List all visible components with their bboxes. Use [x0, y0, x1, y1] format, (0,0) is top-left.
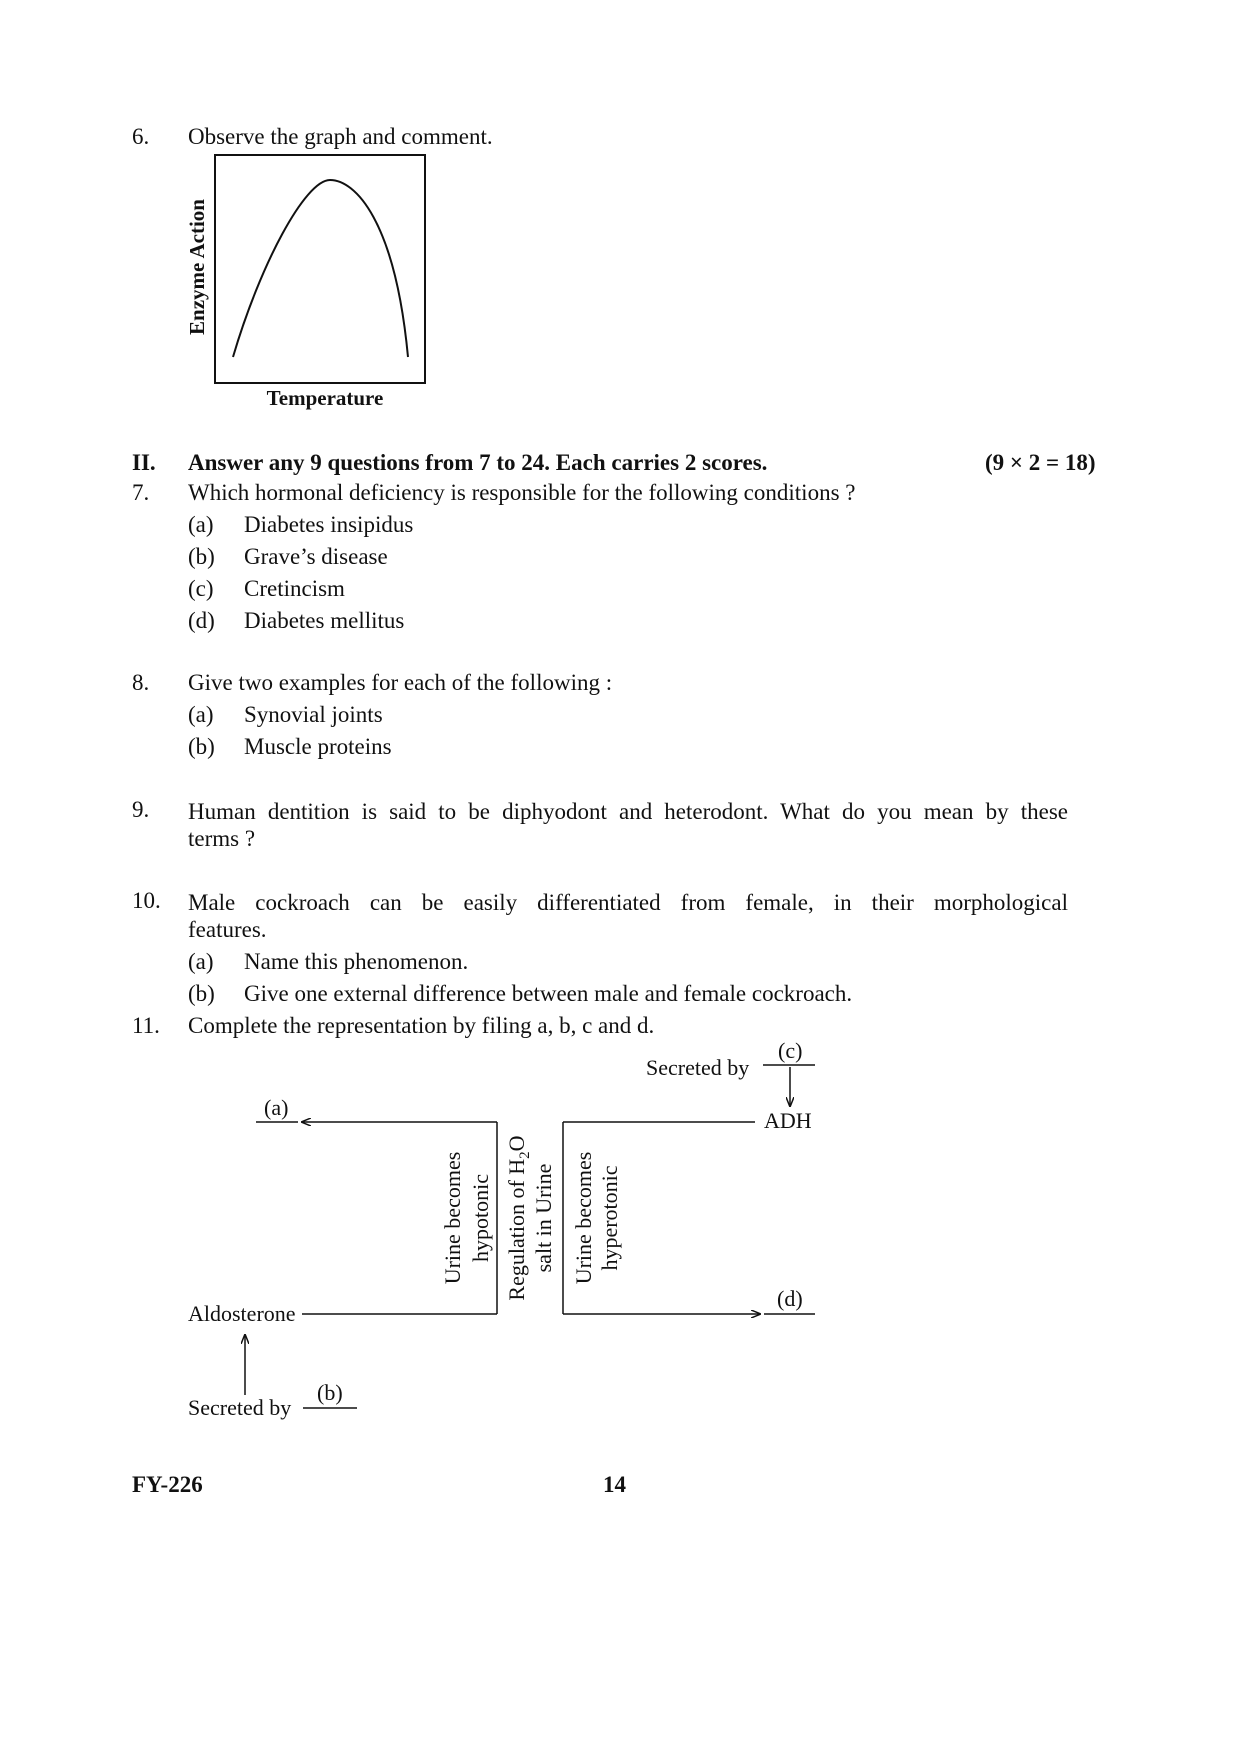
question-7-option-text: Diabetes mellitus	[244, 608, 405, 633]
blank-d-label: (d)	[777, 1286, 803, 1311]
aldosterone-label: Aldosterone	[188, 1301, 296, 1326]
question-7-text: Which hormonal deficiency is responsible for the following conditions ?	[188, 480, 856, 505]
regulation-line-2: salt in Urine	[531, 1163, 556, 1273]
footer-code: FY-226	[132, 1472, 203, 1497]
question-9-number: 9.	[132, 797, 150, 822]
question-7-number: 7.	[132, 480, 150, 505]
regulation-line-1: Regulation of $H_2O$	[504, 1135, 533, 1301]
urine-hypotonic-line-2: hypotonic	[468, 1174, 493, 1262]
question-10-option-label: (a)	[188, 949, 214, 974]
question-10-option-label: (b)	[188, 981, 215, 1006]
question-9-line-1: Human dentition is said to be diphyodont and heterodont. What do you mean by these	[188, 799, 1068, 824]
question-7-option-label: (d)	[188, 608, 215, 633]
question-8-option-text: Synovial joints	[244, 702, 383, 727]
section-instruction: Answer any 9 questions from 7 to 24. Each carries 2 scores.	[188, 450, 768, 475]
question-8-number: 8.	[132, 670, 150, 695]
question-8-option-label: (b)	[188, 734, 215, 759]
graph-xlabel: Temperature	[266, 386, 384, 410]
urine-hypertonic-line-1: Urine becomes	[571, 1151, 596, 1285]
question-10-number: 10.	[132, 888, 161, 913]
question-9-line-2: terms ?	[188, 826, 256, 851]
urine-hypertonic-line-2: hyperotonic	[597, 1165, 622, 1271]
blank-c-label: (c)	[778, 1038, 803, 1063]
question-7-option-label: (b)	[188, 544, 215, 569]
graph-ylabel: Enzyme Action	[185, 199, 209, 335]
question-11-text: Complete the representation by filing a, b, c and d.	[188, 1013, 655, 1038]
question-7-option-text: Grave’s disease	[244, 544, 388, 569]
adh-label: ADH	[764, 1108, 812, 1133]
question-10-option-text: Name this phenomenon.	[244, 949, 469, 974]
question-6-text: Observe the graph and comment.	[188, 124, 493, 149]
secreted-by-top-label: Secreted by	[646, 1055, 750, 1080]
question-8-text: Give two examples for each of the following :	[188, 670, 613, 695]
question-8-option-label: (a)	[188, 702, 214, 727]
question-8-option-text: Muscle proteins	[244, 734, 392, 759]
question-7-option-label: (a)	[188, 512, 214, 537]
question-7-option-text: Cretincism	[244, 576, 345, 601]
question-11-number: 11.	[132, 1013, 160, 1038]
page-number: 14	[603, 1472, 626, 1497]
blank-b-label: (b)	[317, 1380, 343, 1405]
question-7-option-label: (c)	[188, 576, 214, 601]
question-10-option-text: Give one external difference between male and female cockroach.	[244, 981, 853, 1006]
question-10-line-1: Male cockroach can be easily differentiated from female, in their morphological	[188, 890, 1068, 915]
blank-a-label: (a)	[264, 1095, 289, 1120]
question-7-option-text: Diabetes insipidus	[244, 512, 414, 537]
section-marks: (9 × 2 = 18)	[985, 450, 1096, 475]
urine-hypotonic-line-1: Urine becomes	[440, 1151, 465, 1285]
question-6-number: 6.	[132, 124, 150, 149]
secreted-by-bottom-label: Secreted by	[188, 1395, 292, 1420]
question-10-line-2: features.	[188, 917, 267, 942]
section-roman: II.	[132, 450, 156, 475]
